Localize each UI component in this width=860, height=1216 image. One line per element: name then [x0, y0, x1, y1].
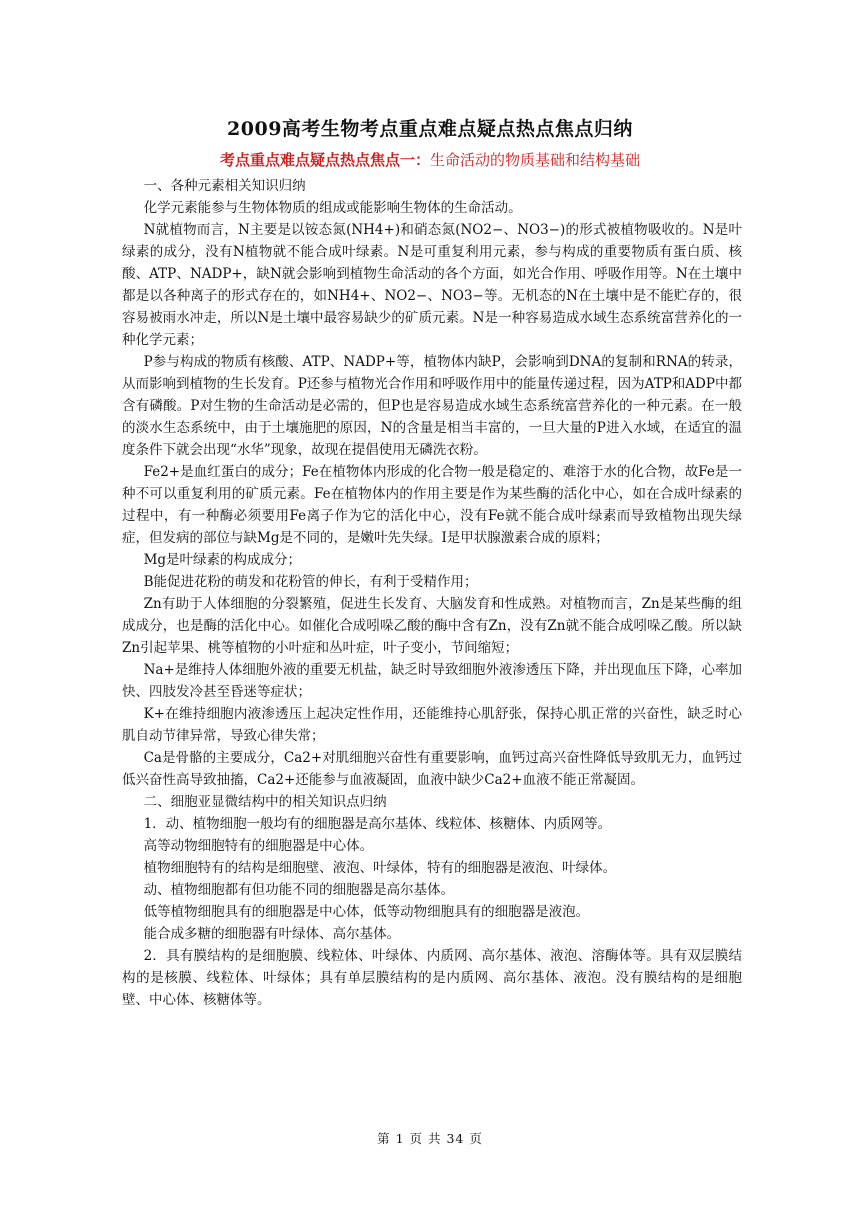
paragraph-boron: B能促进花粉的萌发和花粉管的伸长，有利于受精作用；	[143, 574, 478, 590]
paragraph-calcium: Ca是骨骼的主要成分，Ca2+对肌细胞兴奋性有重要影响，血钙过高兴奋性降低导致肌无力，血钙过低兴奋性高导致抽搐，Ca2+还能参与血液凝固，血液中缺少Ca2+血液不能正常凝固。	[122, 750, 742, 788]
section-heading-label: 考点重点难点疑点热点焦点一：	[219, 151, 430, 169]
section-heading	[0, 149, 860, 170]
page-number-footer: 第 1 页 共 34 页	[377, 1131, 483, 1146]
paragraph-membranes: 2．具有膜结构的是细胞膜、线粒体、叶绿体、内质网、高尔基体、液泡、溶酶体等。具有双层膜结构的是核膜、线粒体、叶绿体；具有单层膜结构的是内质网、高尔基体、液泡。没有膜结构的是细胞壁、中心体、核糖体等。	[122, 948, 742, 1008]
paragraph-magnesium: Mg是叶绿素的构成成分；	[143, 552, 302, 568]
paragraph: 能合成多糖的细胞器有叶绿体、高尔基体。	[143, 926, 401, 942]
paragraph-nitrogen: N就植物而言，N主要是以铵态氮(NH4+)和硝态氮(NO2−、NO3−)的形式被植物吸收的。N是叶绿素的成分，没有N植物就不能合成叶绿素。N是可重复利用元素，参与构成的重要物质有蛋白质、核酸、ATP、NADP+，缺N就会影响到植物生命活动的各个方面，如光合作用、呼吸作用等。N在土壤中都是以各种离子的形式存在的，如NH4+、NO2−、NO3−等。无机态的N在土壤中是不能贮存的，很容易被雨水冲走，所以N是土壤中最容易缺少的矿质元素。N是一种容易造成水域生态系统富营养化的一种化学元素；	[122, 222, 742, 348]
document-title: 2009高考生物考点重点难点疑点热点焦点归纳	[227, 118, 633, 140]
section-heading-topic: 生命活动的物质基础和结构基础	[430, 151, 641, 169]
paragraph: 化学元素能参与生物体物质的组成或能影响生物体的生命活动。	[143, 200, 522, 216]
document-body	[122, 175, 742, 1011]
paragraph-zinc: Zn有助于人体细胞的分裂繁殖，促进生长发育、大脑发育和性成熟。对植物而言，Zn是某些酶的组成成分，也是酶的活化中心。如催化合成吲哚乙酸的酶中含有Zn，没有Zn就不能合成吲哚乙酸。所以缺Zn引起苹果、桃等植物的小叶症和丛叶症，叶子变小，节间缩短；	[122, 596, 742, 656]
paragraph: 动、植物细胞都有但功能不同的细胞器是高尔基体。	[143, 882, 455, 898]
paragraph-potassium: K+在维持细胞内液渗透压上起决定性作用，还能维持心肌舒张，保持心肌正常的兴奋性，缺乏时心肌自动节律异常，导致心律失常；	[122, 706, 742, 744]
paragraph: 低等植物细胞具有的细胞器是中心体，低等动物细胞具有的细胞器是液泡。	[143, 904, 590, 920]
paragraph: 1．动、植物细胞一般均有的细胞器是高尔基体、线粒体、核糖体、内质网等。	[143, 816, 612, 832]
paragraph: 植物细胞特有的结构是细胞壁、液泡、叶绿体，特有的细胞器是液泡、叶绿体。	[143, 860, 617, 876]
paragraph-sodium: Na+是维持人体细胞外液的重要无机盐，缺乏时导致细胞外液渗透压下降，并出现血压下降，心率加快、四肢发冷甚至昏迷等症状；	[122, 662, 742, 700]
heading-organelles: 二、细胞亚显微结构中的相关知识点归纳	[143, 794, 387, 810]
paragraph: 高等动物细胞特有的细胞器是中心体。	[143, 838, 374, 854]
paragraph-iron: Fe2+是血红蛋白的成分；Fe在植物体内形成的化合物一般是稳定的、难溶于水的化合物，故Fe是一种不可以重复利用的矿质元素。Fe在植物体内的作用主要是作为某些酶的活化中心，如在合成叶绿素的过程中，有一种酶必须要用Fe离子作为它的活化中心，没有Fe就不能合成叶绿素而导致植物出现失绿症，但发病的部位与缺Mg是不同的，是嫩叶先失绿。I是甲状腺激素合成的原料；	[122, 464, 742, 546]
heading-elements: 一、各种元素相关知识归纳	[143, 178, 306, 194]
paragraph-phosphorus: P参与构成的物质有核酸、ATP、NADP+等，植物体内缺P，会影响到DNA的复制和RNA的转录，从而影响到植物的生长发育。P还参与植物光合作用和呼吸作用中的能量传递过程，因为ATP和ADP中都含有磷酸。P对生物的生命活动是必需的，但P也是容易造成水域生态系统富营养化的一种元素。在一般的淡水生态系统中，由于土壤施肥的原因，N的含量是相当丰富的，一旦大量的P进入水域，在适宜的温度条件下就会出现“水华”现象，故现在提倡使用无磷洗衣粉。	[122, 354, 742, 458]
